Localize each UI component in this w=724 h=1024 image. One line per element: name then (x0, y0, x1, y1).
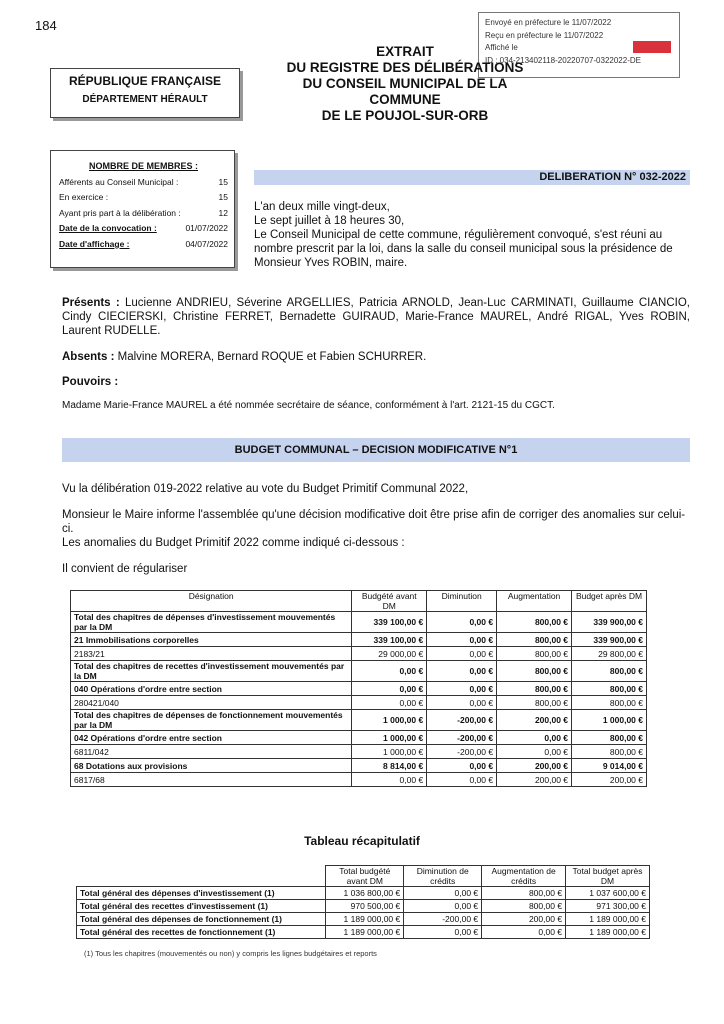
table-cell-amount: 1 189 000,00 € (566, 926, 650, 939)
members-row-label: Date d'affichage : (59, 238, 130, 249)
table-row (71, 696, 647, 710)
table-cell-designation: 6811/042 (71, 745, 352, 759)
title-line: DU CONSEIL MUNICIPAL DE LA (302, 76, 508, 91)
table-cell-amount: 1 000,00 € (352, 745, 427, 759)
table-cell-amount: 339 900,00 € (572, 633, 647, 647)
dm-table (70, 590, 647, 787)
table-cell-amount: -200,00 € (427, 731, 497, 745)
members-row (59, 174, 228, 190)
table-row (71, 661, 647, 682)
table-cell-designation: 2183/21 (71, 647, 352, 661)
pouvoirs-label: Pouvoirs : (62, 376, 119, 388)
republique-label: RÉPUBLIQUE FRANÇAISE (68, 74, 221, 88)
table-cell-amount: 800,00 € (497, 647, 572, 661)
table-row (77, 900, 650, 913)
members-row-value: 04/07/2022 (185, 238, 228, 249)
table-cell-amount: 0,00 € (427, 682, 497, 696)
table-cell-designation: 68 Dotations aux provisions (71, 759, 352, 773)
title-line: EXTRAIT (376, 44, 434, 59)
absents-section (62, 351, 426, 363)
table-cell-amount: 800,00 € (497, 682, 572, 696)
members-row (59, 205, 228, 221)
table-cell-amount: 1 189 000,00 € (566, 913, 650, 926)
table-row (71, 731, 647, 745)
table-cell-amount: 0,00 € (427, 696, 497, 710)
table-cell-amount: 200,00 € (482, 913, 566, 926)
page-number: 184 (35, 18, 57, 33)
summary-table-title: Tableau récapitulatif (304, 834, 420, 848)
table-row (71, 682, 647, 696)
table-row (71, 759, 647, 773)
table-cell-amount: 800,00 € (497, 633, 572, 647)
table-header-cell (77, 866, 326, 887)
stamp-sent-line: Envoyé en préfecture le 11/07/2022 (485, 18, 612, 27)
presents-list: Lucienne ANDRIEU, Séverine ARGELLIES, Patricia ARNOLD, Jean-Luc CARMINATI, Guillaume CIANCIO, Cindy CIECIERSKI, Christine FERRET, Bernadette GUIRAUD, Marie-France MAUREL, André RIGAL, Yves ROBIN, Laurent RUDELLE. (62, 297, 690, 337)
table-cell-amount: 0,00 € (427, 612, 497, 633)
table-header-cell: Désignation (71, 591, 352, 612)
stamp-posted-line: Affiché le (485, 43, 518, 52)
table-header-cell: Budgété avant DM (352, 591, 427, 612)
table-cell-amount: 0,00 € (427, 759, 497, 773)
table-header-cell: Diminution de crédits (404, 866, 482, 887)
table-cell-amount: 0,00 € (427, 773, 497, 787)
table-row (71, 773, 647, 787)
footnote: (1) Tous les chapitres (mouvementés ou non) y compris les lignes budgétaires et reports (84, 949, 377, 958)
table-cell-amount: 800,00 € (482, 900, 566, 913)
table-header-cell: Total budget après DM (566, 866, 650, 887)
table-cell-amount: 970 500,00 € (326, 900, 404, 913)
table-cell-amount: 1 000,00 € (352, 710, 427, 731)
table-row (77, 926, 650, 939)
members-row-value: 12 (218, 207, 228, 218)
table-cell-amount: 0,00 € (352, 661, 427, 682)
table-header-cell: Diminution (427, 591, 497, 612)
stamp-id-line: ID : 034-213402118-20220707-0322022-DE (485, 55, 641, 65)
table-row (71, 745, 647, 759)
table-cell-amount: 0,00 € (497, 731, 572, 745)
members-row (59, 236, 228, 252)
table-cell-designation: 040 Opérations d'ordre entre section (71, 682, 352, 696)
table-cell-amount: 0,00 € (404, 887, 482, 900)
table-cell-amount: 800,00 € (572, 661, 647, 682)
table-cell-amount: 29 800,00 € (572, 647, 647, 661)
republique-box (50, 68, 240, 118)
table-cell-label: Total général des dépenses de fonctionnement (1) (77, 913, 326, 926)
intro-line: Le Conseil Municipal de cette commune, régulièrement convoqué, s'est réuni au nombre prescrit par la loi, dans la salle du conseil municipal sous la présidence de Monsieur Yves ROBIN, maire. (254, 229, 673, 269)
table-cell-amount: 200,00 € (497, 773, 572, 787)
table-cell-amount: 0,00 € (497, 745, 572, 759)
table-cell-amount: 800,00 € (572, 696, 647, 710)
table-header-cell: Augmentation de crédits (482, 866, 566, 887)
table-cell-amount: 1 189 000,00 € (326, 913, 404, 926)
body-paragraph: Les anomalies du Budget Primitif 2022 comme indiqué ci-dessous : (62, 537, 405, 549)
document-title (240, 44, 570, 124)
table-row (77, 913, 650, 926)
table-cell-amount: 9 014,00 € (572, 759, 647, 773)
table-header-cell: Budget après DM (572, 591, 647, 612)
table-cell-amount: 339 900,00 € (572, 612, 647, 633)
title-line: DE LE POUJOL-SUR-ORB (321, 108, 489, 123)
table-cell-amount: 800,00 € (482, 887, 566, 900)
table-cell-amount: 800,00 € (497, 661, 572, 682)
members-heading: NOMBRE DE MEMBRES : (88, 161, 198, 171)
members-row-label: Afférents au Conseil Municipal : (59, 176, 179, 187)
table-cell-amount: 0,00 € (352, 682, 427, 696)
deliberation-number: DELIBERATION N° 032-2022 (254, 170, 690, 185)
body-text (62, 482, 692, 576)
presents-label: Présents : (62, 297, 120, 309)
table-header-row (71, 591, 647, 612)
table-cell-label: Total général des recettes de fonctionnement (1) (77, 926, 326, 939)
table-cell-amount: 8 814,00 € (352, 759, 427, 773)
table-cell-amount: 800,00 € (572, 682, 647, 696)
table-cell-amount: 800,00 € (572, 731, 647, 745)
table-row (71, 710, 647, 731)
table-cell-amount: 1 000,00 € (352, 731, 427, 745)
table-cell-designation: Total des chapitres de dépenses d'investissement mouvementés par la DM (71, 612, 352, 633)
table-cell-amount: 1 037 600,00 € (566, 887, 650, 900)
stamp-logo (633, 41, 671, 53)
body-paragraph: Vu la délibération 019-2022 relative au vote du Budget Primitif Communal 2022, (62, 483, 469, 495)
table-cell-amount: 200,00 € (497, 759, 572, 773)
body-paragraph: Il convient de régulariser (62, 563, 188, 575)
members-row-label: Date de la convocation : (59, 223, 157, 234)
table-cell-amount: 0,00 € (427, 661, 497, 682)
table-cell-amount: 0,00 € (352, 773, 427, 787)
table-cell-label: Total général des dépenses d'investissement (1) (77, 887, 326, 900)
members-box (50, 150, 235, 268)
table-cell-amount: 800,00 € (497, 612, 572, 633)
table-row (71, 647, 647, 661)
intro-paragraph (254, 200, 694, 270)
body-paragraph: Monsieur le Maire informe l'assemblée qu'une décision modificative doit être prise afin de corriger des anomalies sur celui-ci. (62, 509, 686, 535)
title-line: DU REGISTRE DES DÉLIBÉRATIONS (286, 60, 524, 75)
table-cell-amount: -200,00 € (427, 745, 497, 759)
table-cell-amount: 971 300,00 € (566, 900, 650, 913)
table-cell-designation: Total des chapitres de recettes d'investissement mouvementés par la DM (71, 661, 352, 682)
departement-label: DÉPARTEMENT HÉRAULT (82, 94, 208, 105)
table-cell-amount: 200,00 € (572, 773, 647, 787)
table-cell-amount: 0,00 € (404, 926, 482, 939)
table-cell-amount: 0,00 € (352, 696, 427, 710)
table-cell-amount: 0,00 € (427, 633, 497, 647)
summary-table (76, 865, 650, 939)
table-cell-amount: 1 036 800,00 € (326, 887, 404, 900)
table-cell-amount: 800,00 € (572, 745, 647, 759)
table-cell-amount: 29 000,00 € (352, 647, 427, 661)
table-cell-designation: 042 Opérations d'ordre entre section (71, 731, 352, 745)
members-row-value: 15 (218, 176, 228, 187)
members-row-label: En exercice : (59, 192, 109, 203)
members-row-label: Ayant pris part à la délibération : (59, 207, 181, 218)
table-header-row (77, 866, 650, 887)
table-row (71, 612, 647, 633)
table-cell-amount: -200,00 € (404, 913, 482, 926)
members-row (59, 221, 228, 237)
table-cell-amount: 1 189 000,00 € (326, 926, 404, 939)
table-cell-label: Total général des recettes d'investissement (1) (77, 900, 326, 913)
members-row-value: 01/07/2022 (185, 223, 228, 234)
intro-line: Le sept juillet à 18 heures 30, (254, 215, 405, 227)
stamp-received-line: Reçu en préfecture le 11/07/2022 (485, 30, 604, 40)
table-cell-designation: 21 Immobilisations corporelles (71, 633, 352, 647)
presents-section (62, 296, 690, 338)
table-cell-amount: 339 100,00 € (352, 633, 427, 647)
absents-list: Malvine MORERA, Bernard ROQUE et Fabien SCHURRER. (117, 351, 427, 363)
table-cell-designation: Total des chapitres de dépenses de fonctionnement mouvementés par la DM (71, 710, 352, 731)
table-cell-amount: 200,00 € (497, 710, 572, 731)
table-row (71, 633, 647, 647)
table-cell-designation: 6817/68 (71, 773, 352, 787)
budget-section-title: BUDGET COMMUNAL – DECISION MODIFICATIVE N°1 (62, 438, 690, 462)
table-header-cell: Total budgété avant DM (326, 866, 404, 887)
intro-line: L'an deux mille vingt-deux, (254, 201, 390, 213)
table-cell-amount: 800,00 € (497, 696, 572, 710)
table-cell-amount: 0,00 € (404, 900, 482, 913)
table-cell-amount: 339 100,00 € (352, 612, 427, 633)
table-row (77, 887, 650, 900)
secretaire-line: Madame Marie-France MAUREL a été nommée secrétaire de séance, conformément à l'art. 2121-15 du CGCT. (62, 400, 555, 411)
table-cell-amount: 0,00 € (427, 647, 497, 661)
table-header-cell: Augmentation (497, 591, 572, 612)
table-cell-amount: 0,00 € (482, 926, 566, 939)
table-cell-amount: 1 000,00 € (572, 710, 647, 731)
title-line: COMMUNE (369, 92, 441, 107)
table-cell-designation: 280421/040 (71, 696, 352, 710)
table-cell-amount: -200,00 € (427, 710, 497, 731)
members-row-value: 15 (218, 192, 228, 203)
members-row (59, 190, 228, 206)
absents-label: Absents : (62, 351, 115, 363)
